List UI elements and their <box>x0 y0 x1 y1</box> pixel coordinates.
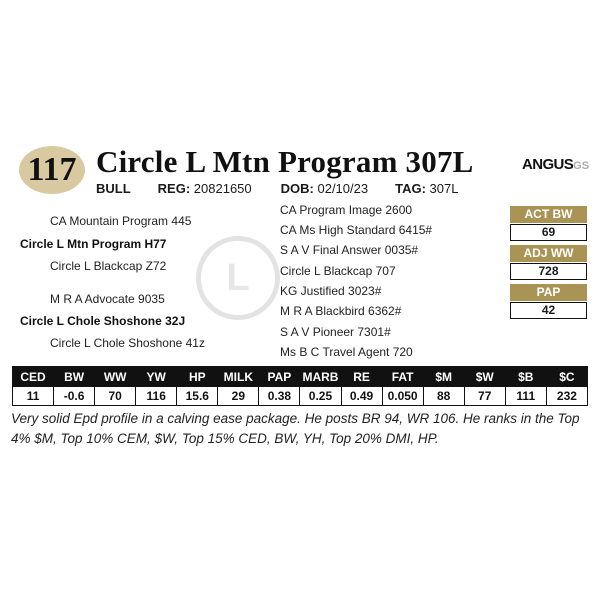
epd-header: WW <box>95 367 136 387</box>
pedigree-ancestor: M R A Blackbird 6362# <box>280 304 402 318</box>
pedigree-ancestor: Ms B C Travel Agent 720 <box>280 345 413 359</box>
reg-label: REG: <box>157 181 191 196</box>
epd-header: $M <box>423 367 464 387</box>
epd-header: $C <box>546 367 587 387</box>
epd-value: 29 <box>218 387 259 406</box>
pedigree-ancestor: S A V Final Answer 0035# <box>280 243 419 257</box>
epd-header: HP <box>177 367 218 387</box>
animal-name: Circle L Mtn Program 307L <box>96 144 474 179</box>
epd-value: 116 <box>136 387 177 406</box>
epd-value: 0.050 <box>382 387 423 406</box>
pedigree-dam-dam: Circle L Chole Shoshone 41z <box>50 336 205 350</box>
epd-header: $W <box>464 367 505 387</box>
epd-value: 11 <box>13 387 54 406</box>
epd-header: $B <box>505 367 546 387</box>
pedigree-ancestor: CA Program Image 2600 <box>280 203 413 217</box>
epd-header: FAT <box>382 367 423 387</box>
watermark-logo: L <box>196 236 280 320</box>
dob-label: DOB: <box>280 181 314 196</box>
adj-ww-value: 728 <box>510 263 587 280</box>
comments-text: Very solid Epd profile in a calving ease package. He posts BR 94, WR 106. He ranks in the Top 4% $M, Top 10% CEM, $W, Top 15% CED, BW, YH, Top 20% DMI, HP. <box>11 411 580 446</box>
epd-value: 0.49 <box>341 387 382 406</box>
epd-value: 111 <box>505 387 546 406</box>
epd-header: CED <box>13 367 54 387</box>
epd-value: 0.38 <box>259 387 300 406</box>
pedigree-sire-dam: Circle L Blackcap Z72 <box>50 259 167 273</box>
epd-header: BW <box>54 367 95 387</box>
epd-header: MILK <box>218 367 259 387</box>
pedigree-sire: Circle L Mtn Program H77 <box>20 237 167 251</box>
epd-value-row <box>13 387 588 406</box>
breed-logo-main: ANGUS <box>522 156 574 173</box>
epd-value: 15.6 <box>177 387 218 406</box>
pedigree-ancestor: S A V Pioneer 7301# <box>280 325 391 339</box>
act-bw-label: ACT BW <box>510 206 587 223</box>
pedigree-sire-sire: CA Mountain Program 445 <box>50 214 192 228</box>
epd-table <box>12 366 588 406</box>
epd-header: RE <box>341 367 382 387</box>
tag-label: TAG: <box>395 181 426 196</box>
pedigree-ancestor: CA Ms High Standard 6415# <box>280 223 433 237</box>
epd-header: MARB <box>300 367 341 387</box>
act-bw-value: 69 <box>510 224 587 241</box>
epd-value: 70 <box>95 387 136 406</box>
dob-value: 02/10/23 <box>317 181 369 196</box>
epd-value: -0.6 <box>54 387 95 406</box>
pap-label: PAP <box>510 284 587 301</box>
epd-value: 88 <box>423 387 464 406</box>
pedigree-dam: Circle L Chole Shoshone 32J <box>20 314 186 328</box>
epd-value: 77 <box>464 387 505 406</box>
pap-value: 42 <box>510 302 587 319</box>
epd-header-row <box>13 367 588 387</box>
breed-logo <box>522 156 589 173</box>
pedigree-ancestor: Circle L Blackcap 707 <box>280 264 396 278</box>
pedigree-ancestor: KG Justified 3023# <box>280 284 382 298</box>
breed-logo-suffix: GS <box>573 160 590 172</box>
reg-number: 20821650 <box>193 181 252 196</box>
lot-number-badge: 117 <box>19 146 85 194</box>
epd-value: 232 <box>546 387 587 406</box>
sex: BULL <box>96 181 131 196</box>
info-row <box>96 181 458 196</box>
tag-value: 307L <box>429 181 459 196</box>
pedigree-dam-sire: M R A Advocate 9035 <box>50 292 165 306</box>
epd-header: PAP <box>259 367 300 387</box>
epd-header: YW <box>136 367 177 387</box>
adj-ww-label: ADJ WW <box>510 245 587 262</box>
epd-value: 0.25 <box>300 387 341 406</box>
